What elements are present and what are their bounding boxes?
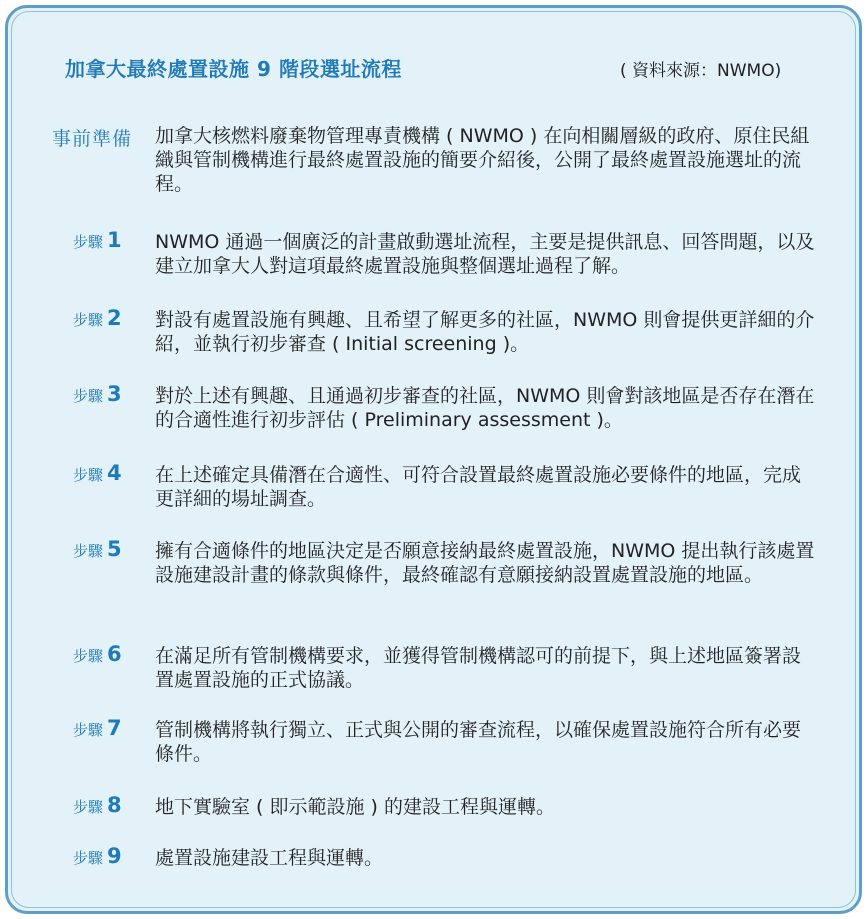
step-text-3: 對於上述有興趣、且通過初步審查的社區，NWMO 則會對該地區是否存在潛在的合適性進行初步評估 ( Preliminary assessment )。 <box>155 385 815 431</box>
step-label-8 <box>73 793 143 817</box>
step-text-1: NWMO 通過一個廣泛的計畫啟動選址流程，主要是提供訊息、回答問題，以及建立加拿大人對這項最終處置設施與整個選址過程了解。 <box>155 231 815 277</box>
step-word: 步驟 <box>73 721 104 739</box>
step-text-9: 處置設施建設工程與運轉。 <box>155 847 384 869</box>
source-note: ( 資料來源：NWMO) <box>620 61 782 81</box>
step-number: 2 <box>107 306 122 330</box>
step-text-6: 在滿足所有管制機構要求，並獲得管制機構認可的前提下，與上述地區簽署設置處置設施的正式協議。 <box>155 645 802 691</box>
step-word: 步驟 <box>73 466 104 484</box>
step-word: 步驟 <box>73 542 104 560</box>
step-word: 步驟 <box>73 233 104 251</box>
step-label-5 <box>73 537 143 561</box>
step-label-4 <box>73 461 143 485</box>
intro-label: 事前準備 <box>52 128 133 150</box>
step-word: 步驟 <box>73 387 104 405</box>
step-label-3 <box>73 382 143 406</box>
step-text-8: 地下實驗室 ( 即示範設施 ) 的建設工程與運轉。 <box>155 796 555 818</box>
step-text-2: 對設有處置設施有興趣、且希望了解更多的社區，NWMO 則會提供更詳細的介紹，並執行初步審查 ( Initial screening )。 <box>155 309 815 355</box>
step-text-7: 管制機構將執行獨立、正式與公開的審查流程，以確保處置設施符合所有必要條件。 <box>155 719 802 765</box>
step-number: 8 <box>107 793 122 817</box>
step-label-7 <box>73 716 143 740</box>
step-number: 3 <box>107 382 122 406</box>
step-number: 6 <box>107 642 122 666</box>
step-label-1 <box>73 228 143 252</box>
step-number: 5 <box>107 537 122 561</box>
step-label-2 <box>73 306 143 330</box>
panel-title: 加拿大最終處置設施 9 階段選址流程 <box>65 57 402 81</box>
step-number: 7 <box>107 716 122 740</box>
step-word: 步驟 <box>73 647 104 665</box>
step-word: 步驟 <box>73 798 104 816</box>
step-number: 1 <box>107 228 122 252</box>
step-number: 4 <box>107 461 122 485</box>
intro-text: 加拿大核燃料廢棄物管理專責機構 ( NWMO ) 在向相關層級的政府、原住民組織與管制機構進行最終處置設施的簡要介紹後，公開了最終處置設施選址的流程。 <box>155 125 810 195</box>
step-word: 步驟 <box>73 311 104 329</box>
step-label-9 <box>73 844 143 868</box>
step-text-5: 擁有合適條件的地區決定是否願意接納最終處置設施，NWMO 提出執行該處置設施建設計畫的條款與條件，最終確認有意願接納設置處置設施的地區。 <box>155 540 815 586</box>
step-text-4: 在上述確定具備潛在合適性、可符合設置最終處置設施必要條件的地區，完成更詳細的場址調查。 <box>155 464 802 510</box>
step-label-6 <box>73 642 143 666</box>
step-number: 9 <box>107 844 122 868</box>
step-word: 步驟 <box>73 849 104 867</box>
